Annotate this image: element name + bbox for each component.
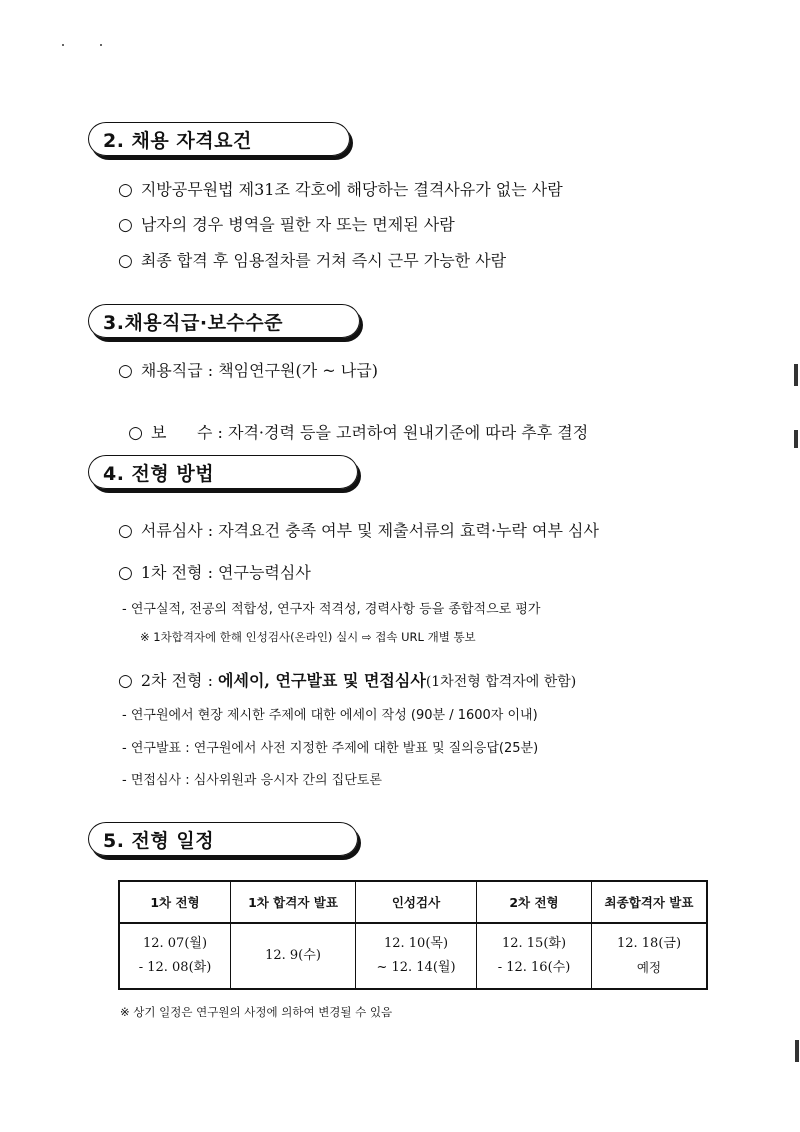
circle-bullet-icon: ○ bbox=[118, 251, 133, 271]
circle-bullet-icon: ○ bbox=[128, 423, 144, 443]
schedule-header-cell: 2차 전형 bbox=[477, 881, 592, 923]
s2-item-1: ○ 지방공무원법 제31조 각호에 해당하는 결격사유가 없는 사람 bbox=[118, 180, 563, 200]
s4-round1: ○ 1차 전형 : 연구능력심사 bbox=[118, 563, 311, 583]
s4-round2-detail-2: - 연구발표 : 연구원에서 사전 지정한 주제에 대한 발표 및 질의응답(25분) bbox=[122, 741, 539, 756]
schedule-header-cell: 최종합격자 발표 bbox=[592, 881, 708, 923]
schedule-header-cell: 인성검사 bbox=[356, 881, 477, 923]
schedule-header-row bbox=[119, 881, 707, 923]
s4-round2-detail-1: - 연구원에서 현장 제시한 주제에 대한 에세이 작성 (90분 / 1600자 이내) bbox=[122, 708, 538, 723]
schedule-table bbox=[118, 880, 708, 990]
section-2-title: 2. 채용 자격요건 bbox=[103, 129, 252, 152]
circle-bullet-icon: ○ bbox=[118, 180, 133, 200]
circle-bullet-icon: ○ bbox=[118, 361, 133, 381]
scan-edge-mark bbox=[794, 364, 798, 386]
section-4-header bbox=[88, 455, 358, 489]
s3-item-1: ○ 채용직급 : 책임연구원(가 ~ 나급) bbox=[118, 361, 378, 381]
s3-item-2: ○ 보 수 : 자격·경력 등을 고려하여 원내기준에 따라 추후 결정 bbox=[128, 423, 589, 443]
s4-round2: ○ 2차 전형 : 에세이, 연구발표 및 면접심사(1차전형 합격자에 한함) bbox=[118, 671, 577, 691]
schedule-cell-round2: 12. 15(화) - 12. 16(수) bbox=[477, 923, 592, 989]
s4-round1-detail: - 연구실적, 전공의 적합성, 연구자 적격성, 경력사항 등을 종합적으로 평가 bbox=[122, 602, 541, 617]
schedule-header-cell: 1차 전형 bbox=[119, 881, 231, 923]
section-4-title: 4. 전형 방법 bbox=[103, 462, 215, 485]
s4-round2-detail-3: - 면접심사 : 심사위원과 응시자 간의 집단토론 bbox=[122, 773, 382, 788]
s4-round1-note: ※ 1차합격자에 한해 인성검사(온라인) 실시 ⇨ 접속 URL 개별 통보 bbox=[140, 630, 476, 644]
s2-item-2: ○ 남자의 경우 병역을 필한 자 또는 면제된 사람 bbox=[118, 215, 455, 235]
schedule-header-cell: 1차 합격자 발표 bbox=[231, 881, 356, 923]
schedule-cell-personality-test: 12. 10(목) ~ 12. 14(월) bbox=[356, 923, 477, 989]
schedule-cell-final-announce: 12. 18(금) 예정 bbox=[592, 923, 708, 989]
circle-bullet-icon: ○ bbox=[118, 671, 133, 691]
section-3-title: 3.채용직급·보수수준 bbox=[103, 311, 283, 334]
s2-item-3: ○ 최종 합격 후 임용절차를 거쳐 즉시 근무 가능한 사람 bbox=[118, 251, 507, 271]
scan-speck bbox=[100, 44, 102, 46]
section-5-title: 5. 전형 일정 bbox=[103, 829, 215, 852]
scan-edge-mark bbox=[794, 430, 798, 448]
circle-bullet-icon: ○ bbox=[118, 521, 133, 541]
scan-speck bbox=[62, 44, 64, 46]
section-5-header bbox=[88, 822, 358, 856]
scan-edge-mark bbox=[795, 1040, 799, 1062]
circle-bullet-icon: ○ bbox=[118, 215, 133, 235]
section-2-header bbox=[88, 122, 350, 156]
schedule-cell-round1: 12. 07(월) - 12. 08(화) bbox=[119, 923, 231, 989]
s4-doc-review: ○ 서류심사 : 자격요건 충족 여부 및 제출서류의 효력·누락 여부 심사 bbox=[118, 521, 599, 541]
section-3-header bbox=[88, 304, 360, 338]
circle-bullet-icon: ○ bbox=[118, 563, 133, 583]
schedule-footnote: ※ 상기 일정은 연구원의 사정에 의하여 변경될 수 있음 bbox=[120, 1005, 393, 1019]
schedule-cell-round1-announce: 12. 9(수) bbox=[231, 923, 356, 989]
schedule-row bbox=[119, 923, 707, 989]
